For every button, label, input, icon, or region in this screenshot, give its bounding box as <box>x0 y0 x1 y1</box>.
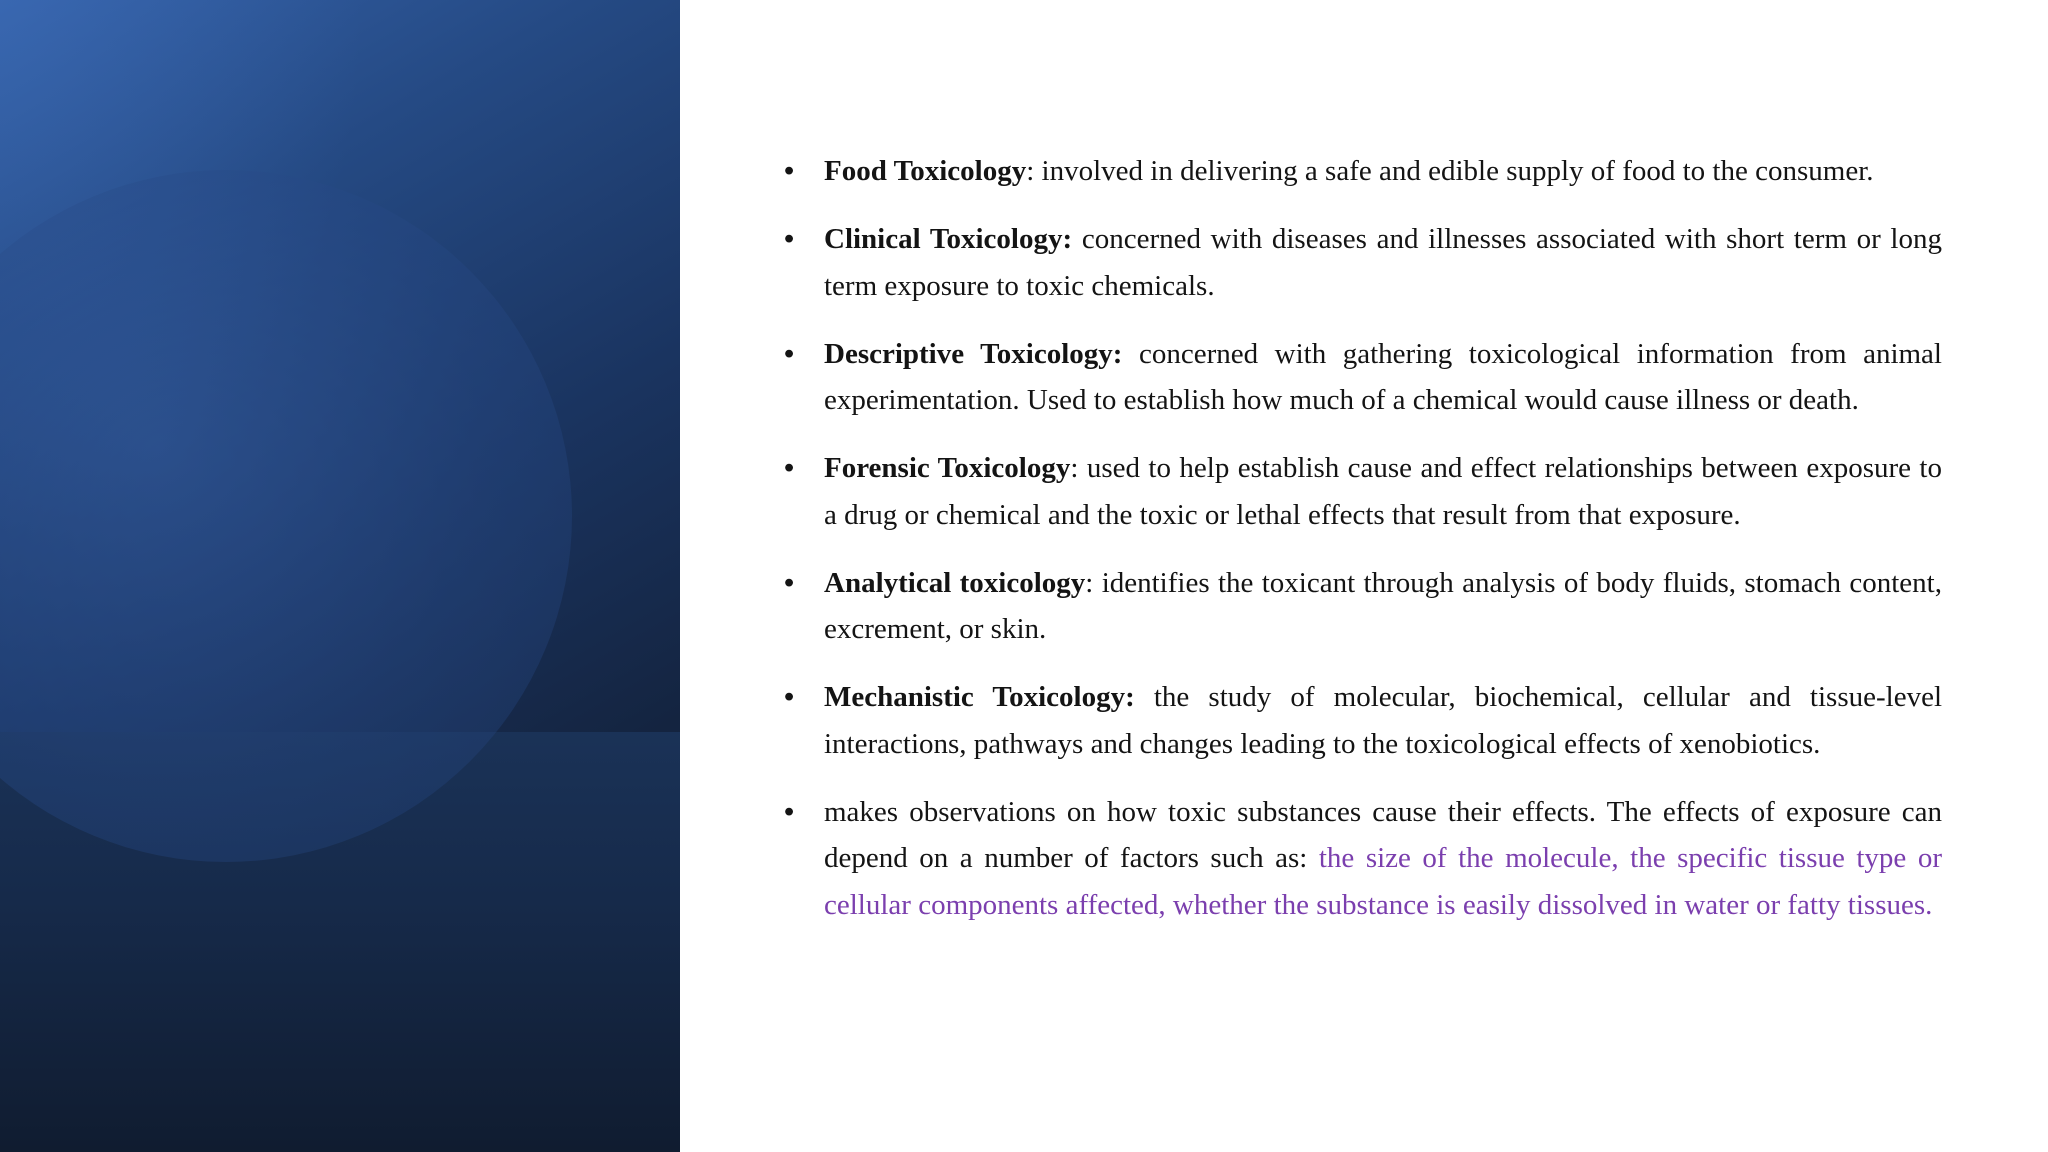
list-item-mechanistic-toxicology <box>784 674 1942 767</box>
term-label: Analytical toxicology <box>824 566 1086 599</box>
term-label: Forensic Toxicology <box>824 452 1071 484</box>
term-description: concerned with gathering toxicological information from animal experimentation. Used to establish how much of a chemical would cause illness or death. <box>824 337 1942 416</box>
list-item-food-toxicology <box>784 148 1942 195</box>
term-label: Descriptive Toxicology: <box>824 337 1123 370</box>
list-item-forensic-toxicology <box>784 445 1942 538</box>
list-item-analytical-toxicology <box>784 560 1942 653</box>
list-item-descriptive-toxicology <box>784 331 1942 424</box>
term-description: : involved in delivering a safe and edible supply of food to the consumer. <box>1026 155 1874 187</box>
term-description: : identifies the toxicant through analysis of body fluids, stomach content, excrement, or skin. <box>824 566 1942 645</box>
list-item-clinical-toxicology <box>784 216 1942 309</box>
bullet-icon: • <box>784 337 795 370</box>
bullet-icon: • <box>784 155 795 187</box>
bullet-icon: • <box>784 452 795 484</box>
bullet-icon: • <box>784 223 795 255</box>
highlighted-factors: the size of the molecule, the specific tissue type or cellular components affected, whether the substance is easily dissolved in water or fatty tissues. <box>824 842 1942 921</box>
term-description: : used to help establish cause and effect relationships between exposure to a drug or chemical and the toxic or lethal effects that result from that exposure. <box>824 452 1942 531</box>
term-label: Food Toxicology <box>824 155 1027 187</box>
bullet-icon: • <box>784 566 795 599</box>
bullet-content <box>784 148 1942 950</box>
term-description: the study of molecular, biochemical, cellular and tissue-level interactions, pathways and changes leading to the toxicological effects of xenobiotics. <box>824 681 1943 760</box>
term-label: Mechanistic Toxicology: <box>824 681 1135 713</box>
term-description: concerned with diseases and illnesses associated with short term or long term exposure to toxic chemicals. <box>824 223 1942 302</box>
bullet-list <box>784 148 1942 928</box>
bullet-icon: • <box>784 681 795 713</box>
item-description: makes observations on how toxic substances cause their effects. The effects of exposure can depend on a number of factors such as: <box>824 795 1942 874</box>
bullet-icon: • <box>784 795 795 828</box>
decorative-image-panel <box>0 0 680 1152</box>
term-label: Clinical Toxicology: <box>824 223 1073 255</box>
list-item-observations <box>784 789 1942 929</box>
